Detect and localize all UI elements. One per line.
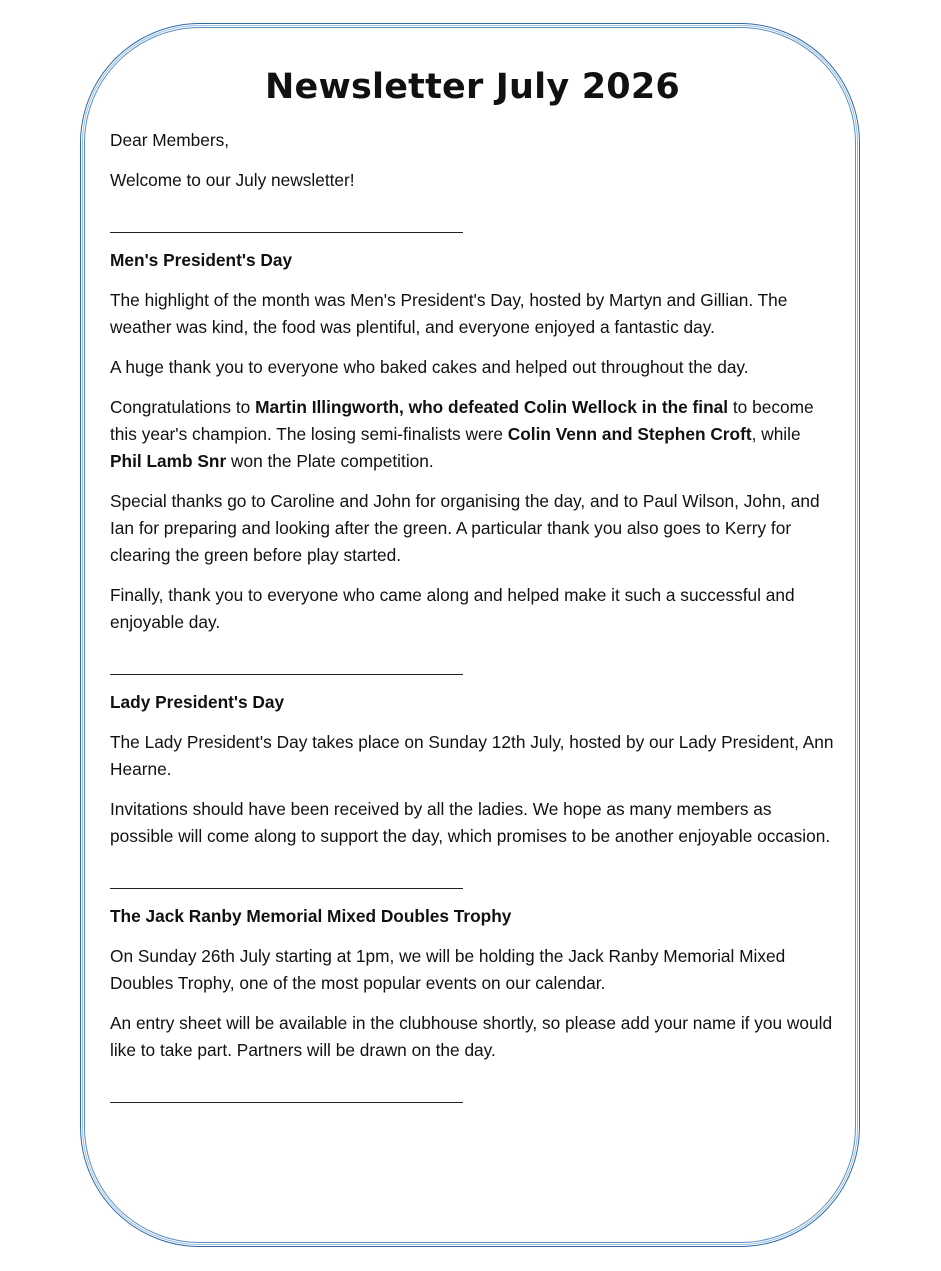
divider	[110, 1077, 835, 1104]
text-run: won the Plate competition.	[226, 451, 434, 471]
text-run: to become this year's champion. The losing semi-finalists were	[110, 397, 814, 444]
newsletter-body	[110, 62, 835, 1117]
divider	[110, 207, 835, 234]
bold-text-run: Martin Illingworth, who defeated Colin Wellock in the final	[255, 397, 729, 417]
newsletter-title: Newsletter July 2026	[265, 67, 680, 107]
paragraph: On Sunday 26th July starting at 1pm, we will be holding the Jack Ranby Memorial Mixed Doubles Trophy, one of the most popular events on our calendar.	[110, 946, 786, 993]
paragraph: Invitations should have been received by all the ladies. We hope as many members as possible will come along to support the day, which promises to be another enjoyable occasion.	[110, 799, 831, 846]
bold-text-run: Phil Lamb Snr	[110, 451, 227, 471]
text-run: Congratulations to	[110, 397, 256, 417]
section-heading-jack-ranby-trophy: The Jack Ranby Memorial Mixed Doubles Trophy	[110, 906, 512, 926]
bold-text-run: Colin Venn and Stephen Croft	[507, 424, 752, 444]
greeting: Dear Members,	[110, 130, 230, 150]
section-heading-lady-presidents-day: Lady President's Day	[110, 692, 285, 712]
divider	[110, 863, 835, 890]
paragraph: Special thanks go to Caroline and John for organising the day, and to Paul Wilson, John, and Ian for preparing and looking after the green. A particular thank you also goes to Kerry for clearing the green before play started.	[110, 491, 820, 565]
text-run: , while	[751, 424, 801, 444]
paragraph: The Lady President's Day takes place on Sunday 12th July, hosted by our Lady President, Ann Hearne.	[110, 732, 834, 779]
paragraph: A huge thank you to everyone who baked cakes and helped out throughout the day.	[110, 357, 749, 377]
welcome-text: Welcome to our July newsletter!	[110, 170, 355, 190]
section-heading-mens-presidents-day: Men's President's Day	[110, 250, 293, 270]
paragraph: An entry sheet will be available in the clubhouse shortly, so please add your name if you would like to take part. Partners will be drawn on the day.	[110, 1013, 833, 1060]
divider	[110, 649, 835, 676]
paragraph: Finally, thank you to everyone who came along and helped make it such a successful and enjoyable day.	[110, 585, 795, 632]
paragraph: The highlight of the month was Men's President's Day, hosted by Martyn and Gillian. The weather was kind, the food was plentiful, and everyone enjoyed a fantastic day.	[110, 290, 788, 337]
paragraph-congratulations	[110, 394, 835, 475]
